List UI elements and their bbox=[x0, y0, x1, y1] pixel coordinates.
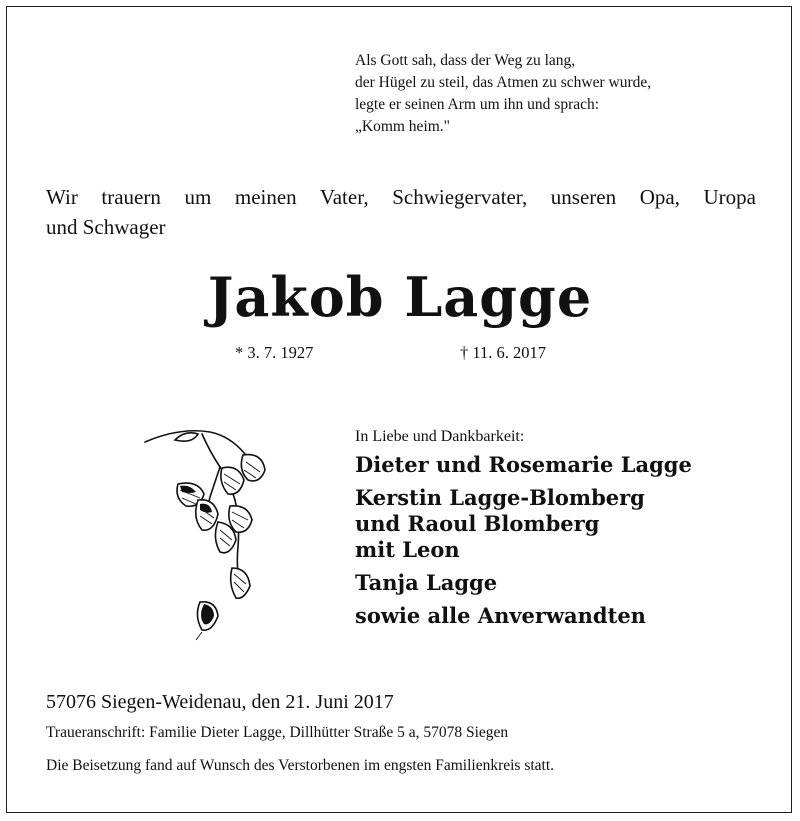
place-and-date: 57076 Siegen-Weidenau, den 21. Juni 2017 bbox=[46, 691, 394, 713]
poem-line: der Hügel zu steil, das Atmen zu schwer wurde, bbox=[355, 74, 652, 91]
mourner-name: Dieter und Rosemarie Lagge bbox=[355, 452, 692, 477]
mourners-intro: In Liebe und Dankbarkeit: bbox=[355, 428, 525, 445]
birch-branch-icon bbox=[140, 422, 280, 647]
poem bbox=[355, 50, 651, 138]
mourner-group bbox=[355, 452, 692, 478]
mourner-group bbox=[355, 603, 692, 629]
mourners-list bbox=[355, 426, 692, 636]
mourning-statement-line: und Schwager bbox=[46, 215, 166, 239]
mourner-group bbox=[355, 570, 692, 596]
poem-line: legte er seinen Arm um ihn und sprach: bbox=[355, 96, 600, 113]
mourner-name: sowie alle Anverwandten bbox=[355, 603, 646, 628]
mourning-address: Traueranschrift: Familie Dieter Lagge, Dillhütter Straße 5 a, 57078 Siegen bbox=[46, 724, 509, 741]
mourning-statement-line: Wir trauern um meinen Vater, Schwiegervater, unseren Opa, Uropa bbox=[46, 185, 756, 209]
deceased-name: Jakob Lagge bbox=[207, 265, 593, 329]
poem-line: „Komm heim." bbox=[355, 118, 451, 135]
burial-note: Die Beisetzung fand auf Wunsch des Verstorbenen im engsten Familienkreis statt. bbox=[46, 757, 555, 774]
mourner-name: und Raoul Blomberg bbox=[355, 511, 600, 536]
mourner-name: Tanja Lagge bbox=[355, 570, 498, 595]
death-date: † 11. 6. 2017 bbox=[460, 343, 547, 362]
mourner-group bbox=[355, 485, 692, 563]
mourning-statement bbox=[46, 182, 756, 242]
poem-line: Als Gott sah, dass der Weg zu lang, bbox=[355, 52, 576, 69]
mourner-name: mit Leon bbox=[355, 537, 460, 562]
birth-date: * 3. 7. 1927 bbox=[235, 343, 314, 362]
mourner-name: Kerstin Lagge-Blomberg bbox=[355, 485, 645, 510]
